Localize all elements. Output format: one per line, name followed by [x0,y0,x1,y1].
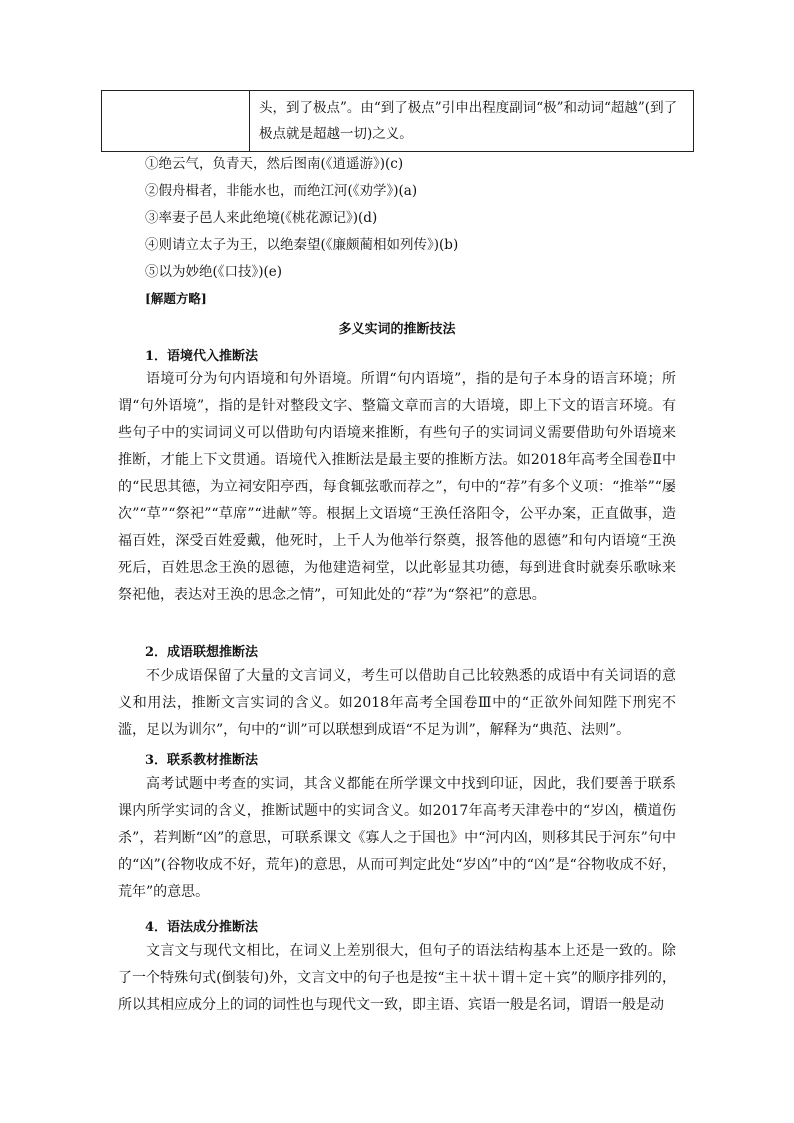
method-heading: 2．成语联想推断法 [145,645,259,660]
section-title: 多义实词的推断技法 [338,322,456,337]
method-heading: 4．语法成分推断法 [145,920,259,935]
example-line: ④则请立太子为王，以绝秦望(《廉颇蔺相如列传》)(b) [145,237,459,253]
example-line: ①绝云气，负青天，然后图南(《逍遥游》)(c) [145,156,404,172]
method-text: 高考试题中考查的实词，其含义都能在所学课文中找到印证，因此，我们要善于联系课内所学实词的含义，推断试题中的实词含义。如2017年高考天津卷中的“岁凶，横道伤杀”，若判断“凶”的意思，可联系课文《寡人之于国也》中“河内凶，则移其民于河东”句中的“凶”(谷物收成不好，荒年)的意思，从而可判定此处“岁凶”中的“凶”是“谷物收成不好，荒年”的意思。 [118,776,676,900]
example-line: ⑤以为妙绝(《口技》)(e) [145,264,283,280]
method-heading: 1．语境代入推断法 [145,349,259,364]
method-paragraph [118,366,676,609]
table-divider [249,91,250,151]
table-fragment [101,90,694,152]
method-paragraph [118,938,676,1019]
method-text: 语境可分为句内语境和句外语境。所谓“句内语境”，指的是句子本身的语言环境；所谓“句外语境”，指的是针对整段文字、整篇文章而言的大语境，即上下文的语言环境。有些句子中的实词词义可以借助句内语境来推断，有些句子的实词词义需要借助句外语境来推断，才能上下文贯通。语境代入推断法是最主要的推断方法。如2018年高考全国卷Ⅱ中的“民思其德，为立祠安阳亭西，每食辄弦歌而荐之”，句中的“荐”有多个义项：“推举”“屡次”“草”“祭祀”“草席”“进献”等。根据上文语境“王涣任洛阳令，公平办案，正直做事，造福百姓，深受百姓爱戴，他死时，上千人为他举行祭奠，报答他的恩德”和句内语境“王涣死后，百姓思念王涣的恩德，为他建造祠堂，以此彰显其功德，每到进食时就奏乐歌咏来祭祀他，表达对王涣的思念之情”，可知此处的“荐”为“祭祀”的意思。 [118,371,676,603]
method-paragraph [118,663,676,744]
method-text: 不少成语保留了大量的文言词义，考生可以借助自己比较熟悉的成语中有关词语的意义和用法，推断文言实词的含义。如2018年高考全国卷Ⅲ中的“正欲外间知陛下刑宪不滥，足以为训尔”，句中的“训”可以联想到成语“不足为训”，解释为“典范、法则”。 [118,668,676,738]
table-cell-text: 头，到了极点”。由“到了极点”引申出程度副词“极”和动词“超越”(到了极点就是超越一切)之义。 [259,100,678,142]
strategy-label: [解题方略] [145,291,207,306]
example-line: ③率妻子邑人来此绝境(《桃花源记》)(d) [145,210,378,226]
method-paragraph [118,771,676,906]
method-text: 文言文与现代文相比，在词义上差别很大，但句子的语法结构基本上还是一致的。除了一个特殊句式(倒装句)外，文言文中的句子也是按“主＋状＋谓＋定＋宾”的顺序排列的，所以其相应成分上的词的词性也与现代文一致，即主语、宾语一般是名词，谓语一般是动 [118,943,676,1013]
example-line: ②假舟楫者，非能水也，而绝江河(《劝学》)(a) [145,183,418,199]
method-heading: 3．联系教材推断法 [145,753,259,768]
